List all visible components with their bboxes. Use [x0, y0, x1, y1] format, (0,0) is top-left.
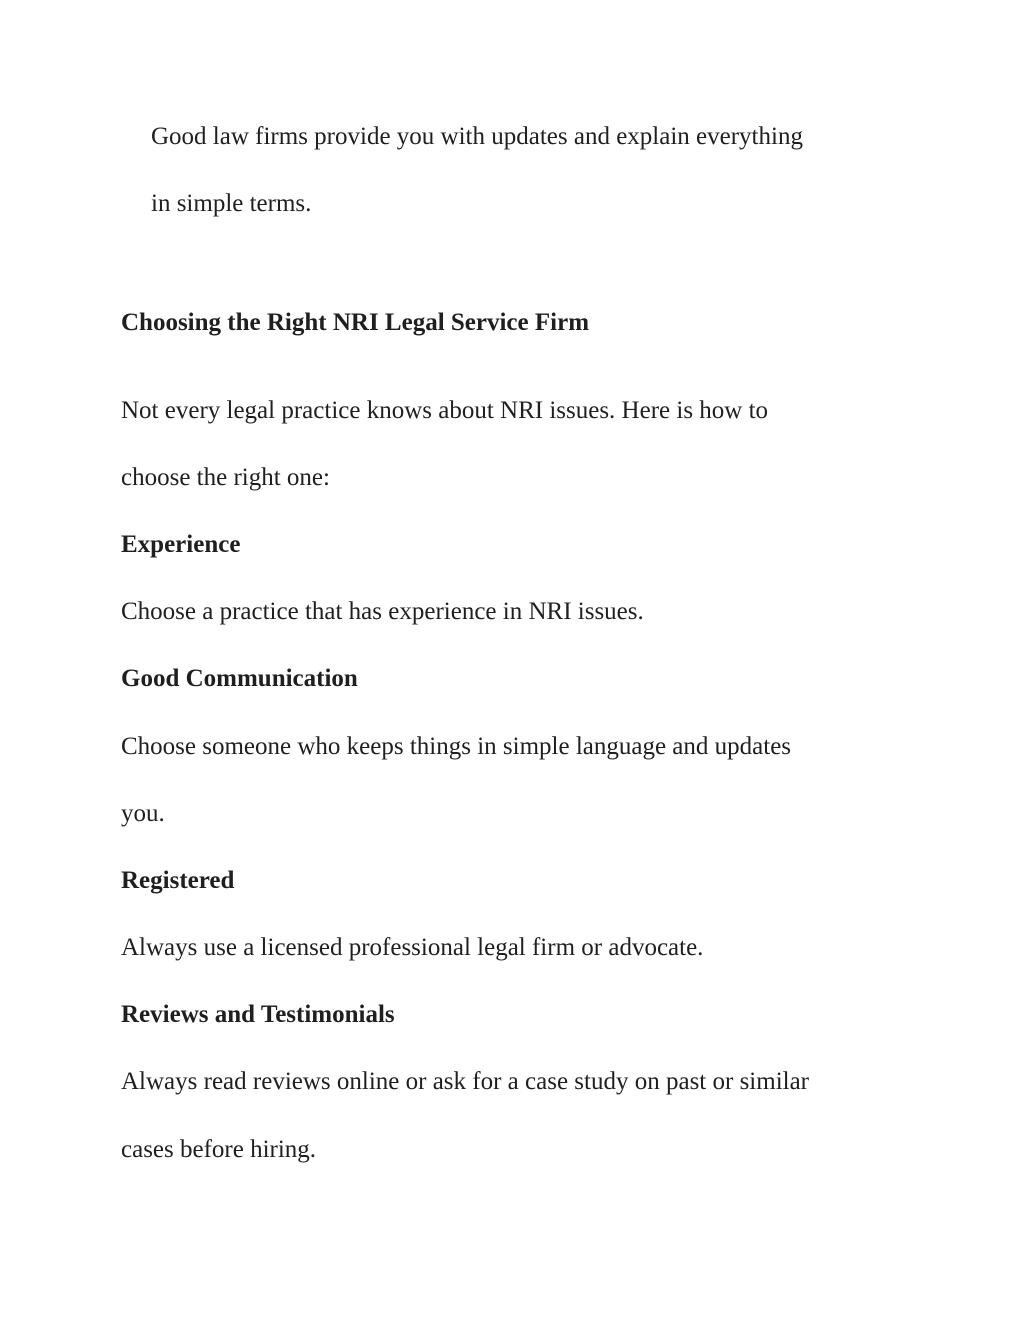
reviews-title: Reviews and Testimonials — [121, 1001, 395, 1028]
communication-body-line-2: you. — [121, 800, 165, 827]
reviews-body-line-2: cases before hiring. — [121, 1136, 317, 1163]
intro-line-1: Good law firms provide you with updates and explain everything — [151, 123, 803, 150]
lead-line-1: Not every legal practice knows about NRI issues. Here is how to — [121, 397, 769, 424]
registered-title: Registered — [121, 867, 235, 894]
experience-title: Experience — [121, 531, 241, 558]
section-heading: Choosing the Right NRI Legal Service Firm — [121, 309, 590, 336]
registered-body: Always use a licensed professional legal firm or advocate. — [121, 934, 704, 961]
communication-body-line-1: Choose someone who keeps things in simple language and updates — [121, 733, 792, 760]
communication-title: Good Communication — [121, 665, 358, 692]
reviews-body-line-1: Always read reviews online or ask for a case study on past or similar — [121, 1068, 810, 1095]
lead-line-2: choose the right one: — [121, 464, 330, 491]
experience-body: Choose a practice that has experience in NRI issues. — [121, 598, 644, 625]
intro-line-2: in simple terms. — [151, 190, 312, 217]
